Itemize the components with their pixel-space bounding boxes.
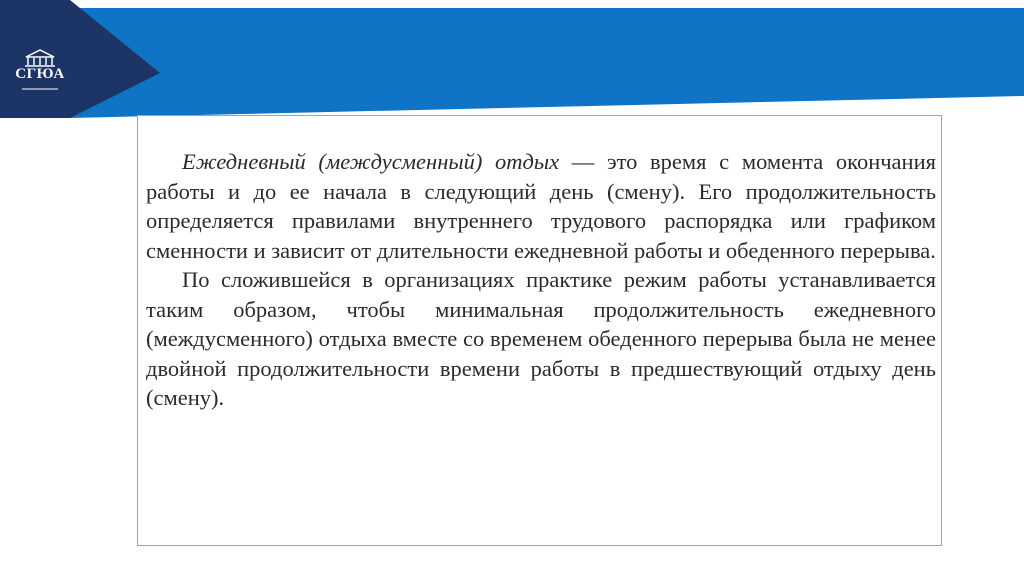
header-banner (0, 0, 1024, 118)
definition-term: Ежедневный (междусменный) отдых (182, 149, 560, 174)
building-columns-icon (14, 48, 66, 68)
logo (14, 48, 66, 96)
content-frame (137, 115, 942, 546)
paragraph-practice: По сложившейся в организациях практике режим работы устанавливается таким образом, чтобы минимальная продолжительность ежедневного (междусменного) отдыха вместе со временем обеденного перерыва была не менее двойной продолжительности времени работы в предшествующий отдыху день (смену). (146, 267, 936, 410)
content-text (146, 147, 936, 413)
header-background (0, 0, 1024, 118)
paragraph-definition (146, 147, 936, 265)
definition-text: — это время с момента окончания работы и до ее начала в следующий день (смену). Его продолжительность определяется правилами внутреннего трудового распорядка или графиком сменности и зависит от длительности ежедневной работы и обеденного перерыва. (146, 149, 936, 263)
logo-underline (14, 86, 66, 96)
logo-text: СГЮА (15, 66, 65, 82)
